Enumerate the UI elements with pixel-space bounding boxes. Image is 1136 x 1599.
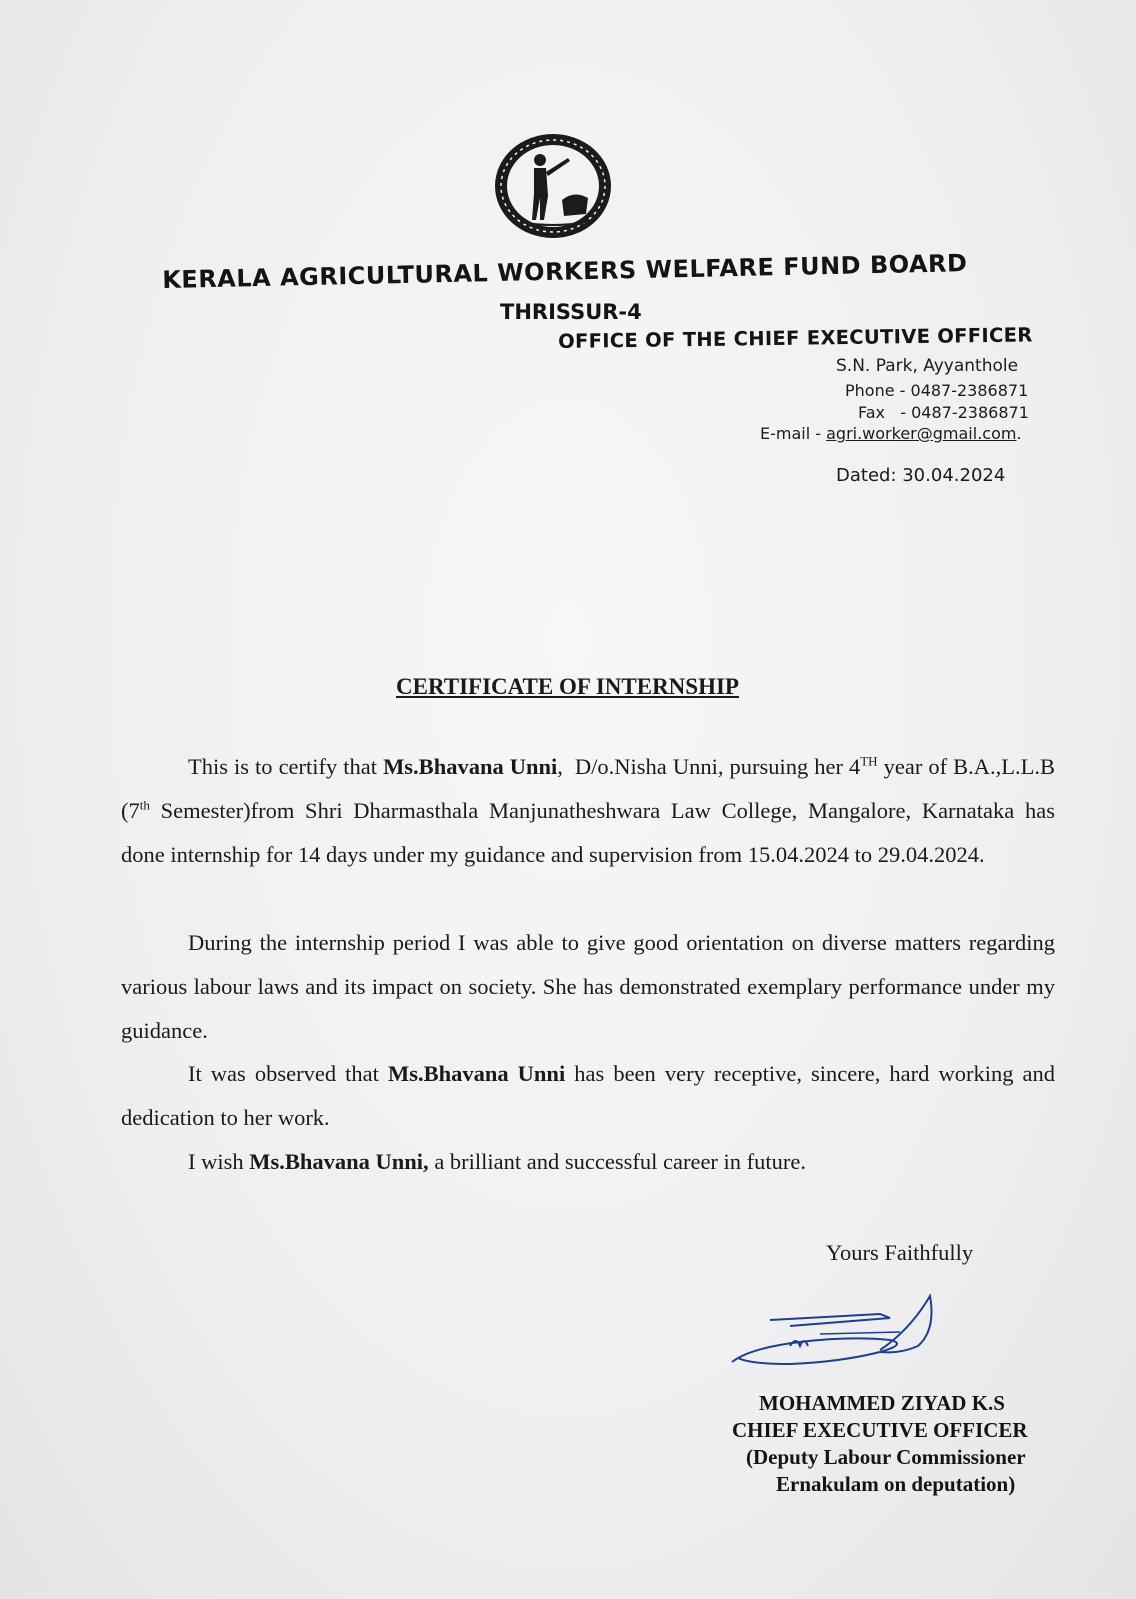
p1-text-d: Semester)from Shri Dharmasthala Manjunatheshwara Law College, Mangalore, Karnataka has done internship for 14 days under my guidance and supervision from 15.04.2024 to 29.04.2024. xyxy=(121,798,1055,867)
fax-text: Fax - 0487-2386871 xyxy=(858,403,1029,422)
organization-city: THRISSUR-4 xyxy=(500,300,642,324)
intern-name: Ms.Bhavana Unni, xyxy=(249,1149,429,1174)
letter-date: Dated: 30.04.2024 xyxy=(836,465,1006,486)
signature-icon xyxy=(730,1290,960,1380)
signatory-deputation-1: (Deputy Labour Commissioner xyxy=(746,1445,1026,1469)
p3-text-a: It was observed that xyxy=(188,1061,388,1086)
certificate-paragraph-1 xyxy=(121,745,1055,877)
certificate-paragraph-2: During the internship period I was able to give good orientation on diverse matters regarding various labour laws and its impact on society. She has demonstrated exemplary performance under my guidance. xyxy=(121,930,1055,1043)
p1-text-b: , D/o.Nisha Unni, pursuing her 4 xyxy=(557,754,861,779)
signatory-title: CHIEF EXECUTIVE OFFICER xyxy=(732,1418,1028,1442)
certificate-paragraph-3 xyxy=(121,1052,1055,1140)
p1-sup-th: TH xyxy=(860,753,878,769)
board-seal-icon xyxy=(490,128,616,242)
email-line xyxy=(760,424,1022,443)
organization-name: KERALA AGRICULTURAL WORKERS WELFARE FUND BOARD xyxy=(162,249,968,294)
p3-text-b: has been very receptive, sincere, hard working and dedication to her work. xyxy=(121,1061,1055,1130)
closing-salutation: Yours Faithfully xyxy=(826,1240,974,1265)
p1-text-a: This is to certify that xyxy=(188,754,384,779)
signatory-deputation-2: Ernakulam on deputation) xyxy=(776,1472,1016,1496)
certificate-paragraph-4 xyxy=(121,1140,1055,1184)
intern-name: Ms.Bhavana Unni xyxy=(387,1061,566,1086)
fax-number xyxy=(858,403,1029,422)
email-suffix: . xyxy=(1016,424,1022,443)
signatory-name: MOHAMMED ZIYAD K.S xyxy=(759,1391,1005,1415)
email-label: E-mail - xyxy=(760,424,827,443)
p4-text-a: I wish xyxy=(188,1149,250,1174)
intern-name: Ms.Bhavana Unni xyxy=(383,754,558,779)
phone-number: Phone - 0487-2386871 xyxy=(845,381,1029,400)
office-address: S.N. Park, Ayyanthole xyxy=(836,356,1019,376)
p4-text-b: a brilliant and successful career in future. xyxy=(428,1149,807,1174)
p1-sup-semester: th xyxy=(139,797,150,813)
email-link[interactable]: agri.worker@gmail.com xyxy=(826,424,1017,443)
office-name: OFFICE OF THE CHIEF EXECUTIVE OFFICER xyxy=(558,323,1033,353)
certificate-title: CERTIFICATE OF INTERNSHIP xyxy=(396,674,739,699)
p1-text-c: year of B.A.,L.L.B (7 xyxy=(121,754,1055,823)
